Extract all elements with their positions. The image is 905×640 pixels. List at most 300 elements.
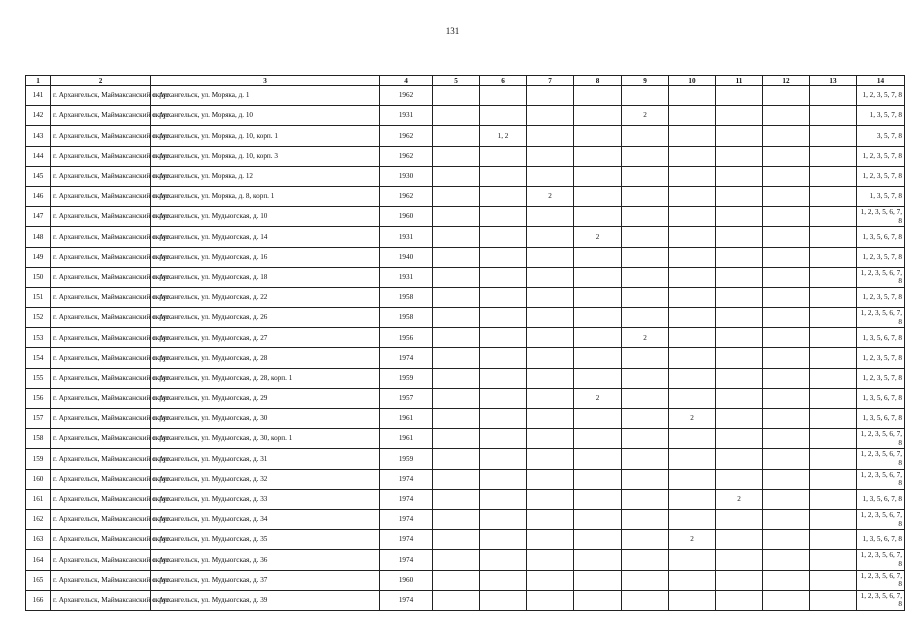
column-7-cell — [527, 287, 574, 307]
row-number: 149 — [26, 247, 51, 267]
year-cell: 1962 — [380, 146, 433, 166]
column-8-cell — [574, 489, 622, 509]
district-cell: г. Архангельск, Маймаксанский округ — [51, 409, 151, 429]
district-cell: г. Архангельск, Маймаксанский округ — [51, 509, 151, 529]
column-9-cell — [622, 186, 669, 206]
column-header-14: 14 — [857, 76, 905, 86]
column-7-cell — [527, 166, 574, 186]
year-cell: 1962 — [380, 86, 433, 106]
column-5-cell — [433, 126, 480, 146]
address-cell: г. Архангельск, ул. Мудьюгская, д. 32 — [151, 469, 380, 489]
table-row — [26, 449, 905, 469]
column-5-cell — [433, 388, 480, 408]
column-header-1: 1 — [26, 76, 51, 86]
column-6-cell — [480, 146, 527, 166]
column-10-cell — [669, 247, 716, 267]
address-cell: г. Архангельск, ул. Мудьюгская, д. 31 — [151, 449, 380, 469]
column-11-cell: 2 — [716, 489, 763, 509]
column-14-cell: 1, 3, 5, 6, 7, 8 — [857, 409, 905, 429]
row-number: 142 — [26, 106, 51, 126]
column-6-cell — [480, 590, 527, 610]
column-13-cell — [810, 570, 857, 590]
column-7-cell — [527, 86, 574, 106]
row-number: 161 — [26, 489, 51, 509]
row-number: 166 — [26, 590, 51, 610]
column-7-cell — [527, 207, 574, 227]
table-row — [26, 126, 905, 146]
column-10-cell — [669, 469, 716, 489]
column-8-cell — [574, 348, 622, 368]
column-12-cell — [763, 449, 810, 469]
table-row — [26, 409, 905, 429]
year-cell: 1961 — [380, 409, 433, 429]
address-cell: г. Архангельск, ул. Мудьюгская, д. 34 — [151, 509, 380, 529]
column-12-cell — [763, 146, 810, 166]
address-cell: г. Архангельск, ул. Мудьюгская, д. 35 — [151, 530, 380, 550]
column-8-cell — [574, 409, 622, 429]
column-9-cell — [622, 550, 669, 570]
table-row — [26, 429, 905, 449]
address-cell: г. Архангельск, ул. Мудьюгская, д. 10 — [151, 207, 380, 227]
column-10-cell — [669, 308, 716, 328]
column-6-cell — [480, 449, 527, 469]
column-8-cell — [574, 287, 622, 307]
column-5-cell — [433, 409, 480, 429]
column-12-cell — [763, 348, 810, 368]
district-cell: г. Архангельск, Маймаксанский округ — [51, 489, 151, 509]
column-11-cell — [716, 287, 763, 307]
address-cell: г. Архангельск, ул. Мудьюгская, д. 37 — [151, 570, 380, 590]
district-cell: г. Архангельск, Маймаксанский округ — [51, 126, 151, 146]
column-8-cell — [574, 469, 622, 489]
district-cell: г. Архангельск, Маймаксанский округ — [51, 469, 151, 489]
column-7-cell — [527, 328, 574, 348]
table-row — [26, 106, 905, 126]
column-5-cell — [433, 227, 480, 247]
column-header-2: 2 — [51, 76, 151, 86]
column-5-cell — [433, 86, 480, 106]
column-6-cell — [480, 509, 527, 529]
column-12-cell — [763, 530, 810, 550]
district-cell: г. Архангельск, Маймаксанский округ — [51, 570, 151, 590]
column-10-cell — [669, 126, 716, 146]
column-5-cell — [433, 550, 480, 570]
table-row — [26, 530, 905, 550]
column-10-cell — [669, 429, 716, 449]
column-13-cell — [810, 449, 857, 469]
row-number: 148 — [26, 227, 51, 247]
table-row — [26, 186, 905, 206]
row-number: 141 — [26, 86, 51, 106]
address-cell: г. Архангельск, ул. Мудьюгская, д. 27 — [151, 328, 380, 348]
column-10-cell — [669, 489, 716, 509]
page-number: 131 — [445, 26, 460, 36]
column-9-cell — [622, 227, 669, 247]
column-5-cell — [433, 590, 480, 610]
column-8-cell — [574, 570, 622, 590]
row-number: 150 — [26, 267, 51, 287]
column-14-cell: 1, 2, 3, 5, 6, 7, 8 — [857, 550, 905, 570]
column-13-cell — [810, 227, 857, 247]
table-row — [26, 328, 905, 348]
column-14-cell: 1, 2, 3, 5, 6, 7, 8 — [857, 469, 905, 489]
column-5-cell — [433, 429, 480, 449]
row-number: 160 — [26, 469, 51, 489]
column-11-cell — [716, 429, 763, 449]
column-9-cell — [622, 267, 669, 287]
column-10-cell: 2 — [669, 530, 716, 550]
year-cell: 1959 — [380, 449, 433, 469]
column-9-cell — [622, 469, 669, 489]
column-13-cell — [810, 247, 857, 267]
district-cell: г. Архангельск, Маймаксанский округ — [51, 449, 151, 469]
column-7-cell — [527, 509, 574, 529]
column-10-cell — [669, 348, 716, 368]
column-5-cell — [433, 308, 480, 328]
table-row — [26, 489, 905, 509]
district-cell: г. Архангельск, Маймаксанский округ — [51, 348, 151, 368]
column-5-cell — [433, 106, 480, 126]
column-10-cell — [669, 449, 716, 469]
column-6-cell — [480, 106, 527, 126]
district-cell: г. Архангельск, Маймаксанский округ — [51, 247, 151, 267]
column-14-cell: 1, 2, 3, 5, 6, 7, 8 — [857, 449, 905, 469]
address-cell: г. Архангельск, ул. Моряка, д. 10, корп. 1 — [151, 126, 380, 146]
column-14-cell: 1, 2, 3, 5, 6, 7, 8 — [857, 207, 905, 227]
column-5-cell — [433, 570, 480, 590]
column-13-cell — [810, 106, 857, 126]
column-9-cell: 2 — [622, 328, 669, 348]
table-row — [26, 267, 905, 287]
row-number: 159 — [26, 449, 51, 469]
column-13-cell — [810, 348, 857, 368]
column-11-cell — [716, 530, 763, 550]
column-10-cell — [669, 287, 716, 307]
column-8-cell — [574, 429, 622, 449]
column-5-cell — [433, 287, 480, 307]
column-10-cell — [669, 86, 716, 106]
row-number: 156 — [26, 388, 51, 408]
column-8-cell — [574, 126, 622, 146]
column-12-cell — [763, 247, 810, 267]
year-cell: 1974 — [380, 469, 433, 489]
year-cell: 1960 — [380, 207, 433, 227]
column-13-cell — [810, 207, 857, 227]
column-14-cell: 1, 3, 5, 7, 8 — [857, 186, 905, 206]
column-6-cell — [480, 368, 527, 388]
column-10-cell — [669, 550, 716, 570]
column-11-cell — [716, 267, 763, 287]
column-12-cell — [763, 186, 810, 206]
column-13-cell — [810, 287, 857, 307]
district-cell: г. Архангельск, Маймаксанский округ — [51, 207, 151, 227]
table-row — [26, 509, 905, 529]
column-6-cell — [480, 348, 527, 368]
column-8-cell — [574, 267, 622, 287]
column-13-cell — [810, 186, 857, 206]
year-cell: 1962 — [380, 126, 433, 146]
column-6-cell — [480, 166, 527, 186]
column-14-cell: 1, 3, 5, 6, 7, 8 — [857, 328, 905, 348]
column-12-cell — [763, 287, 810, 307]
address-cell: г. Архангельск, ул. Мудьюгская, д. 29 — [151, 388, 380, 408]
column-12-cell — [763, 267, 810, 287]
column-8-cell — [574, 590, 622, 610]
district-cell: г. Архангельск, Маймаксанский округ — [51, 308, 151, 328]
row-number: 143 — [26, 126, 51, 146]
column-10-cell — [669, 388, 716, 408]
district-cell: г. Архангельск, Маймаксанский округ — [51, 530, 151, 550]
column-header-12: 12 — [763, 76, 810, 86]
row-number: 157 — [26, 409, 51, 429]
column-9-cell: 2 — [622, 106, 669, 126]
row-number: 158 — [26, 429, 51, 449]
column-12-cell — [763, 388, 810, 408]
column-11-cell — [716, 86, 763, 106]
column-9-cell — [622, 86, 669, 106]
column-9-cell — [622, 146, 669, 166]
column-13-cell — [810, 126, 857, 146]
column-12-cell — [763, 207, 810, 227]
column-header-3: 3 — [151, 76, 380, 86]
column-6-cell — [480, 328, 527, 348]
column-6-cell — [480, 86, 527, 106]
column-11-cell — [716, 509, 763, 529]
column-12-cell — [763, 308, 810, 328]
table-row — [26, 368, 905, 388]
address-cell: г. Архангельск, ул. Мудьюгская, д. 33 — [151, 489, 380, 509]
column-14-cell: 1, 2, 3, 5, 6, 7, 8 — [857, 570, 905, 590]
address-cell: г. Архангельск, ул. Моряка, д. 10, корп. 3 — [151, 146, 380, 166]
column-12-cell — [763, 590, 810, 610]
column-11-cell — [716, 186, 763, 206]
column-7-cell — [527, 146, 574, 166]
column-9-cell — [622, 489, 669, 509]
row-number: 152 — [26, 308, 51, 328]
row-number: 144 — [26, 146, 51, 166]
column-13-cell — [810, 86, 857, 106]
column-5-cell — [433, 267, 480, 287]
housing-register-table — [25, 75, 905, 611]
column-6-cell — [480, 186, 527, 206]
column-header-7: 7 — [527, 76, 574, 86]
column-9-cell — [622, 449, 669, 469]
column-5-cell — [433, 247, 480, 267]
row-number: 162 — [26, 509, 51, 529]
column-10-cell — [669, 368, 716, 388]
column-header-8: 8 — [574, 76, 622, 86]
column-6-cell — [480, 267, 527, 287]
column-6-cell — [480, 287, 527, 307]
column-8-cell — [574, 207, 622, 227]
row-number: 163 — [26, 530, 51, 550]
year-cell: 1974 — [380, 530, 433, 550]
year-cell: 1974 — [380, 348, 433, 368]
column-14-cell: 1, 2, 3, 5, 6, 7, 8 — [857, 509, 905, 529]
column-8-cell — [574, 368, 622, 388]
column-13-cell — [810, 429, 857, 449]
column-8-cell — [574, 530, 622, 550]
column-10-cell — [669, 106, 716, 126]
column-12-cell — [763, 328, 810, 348]
column-14-cell: 1, 3, 5, 6, 7, 8 — [857, 489, 905, 509]
column-14-cell: 1, 2, 3, 5, 7, 8 — [857, 348, 905, 368]
column-9-cell — [622, 590, 669, 610]
column-header-13: 13 — [810, 76, 857, 86]
year-cell: 1974 — [380, 489, 433, 509]
column-5-cell — [433, 166, 480, 186]
column-6-cell — [480, 388, 527, 408]
column-12-cell — [763, 409, 810, 429]
column-11-cell — [716, 328, 763, 348]
row-number: 155 — [26, 368, 51, 388]
year-cell: 1958 — [380, 308, 433, 328]
column-11-cell — [716, 348, 763, 368]
table-row — [26, 86, 905, 106]
address-cell: г. Архангельск, ул. Мудьюгская, д. 16 — [151, 247, 380, 267]
column-10-cell — [669, 166, 716, 186]
column-12-cell — [763, 368, 810, 388]
column-10-cell — [669, 146, 716, 166]
column-14-cell: 3, 5, 7, 8 — [857, 126, 905, 146]
address-cell: г. Архангельск, ул. Мудьюгская, д. 30 — [151, 409, 380, 429]
column-13-cell — [810, 166, 857, 186]
column-14-cell: 1, 2, 3, 5, 7, 8 — [857, 247, 905, 267]
column-8-cell — [574, 86, 622, 106]
column-header-5: 5 — [433, 76, 480, 86]
column-7-cell — [527, 429, 574, 449]
column-5-cell — [433, 368, 480, 388]
table-row — [26, 570, 905, 590]
year-cell: 1931 — [380, 267, 433, 287]
column-11-cell — [716, 388, 763, 408]
column-header-10: 10 — [669, 76, 716, 86]
address-cell: г. Архангельск, ул. Мудьюгская, д. 39 — [151, 590, 380, 610]
column-10-cell — [669, 186, 716, 206]
column-11-cell — [716, 550, 763, 570]
column-9-cell — [622, 368, 669, 388]
column-10-cell — [669, 590, 716, 610]
column-7-cell — [527, 388, 574, 408]
column-13-cell — [810, 409, 857, 429]
column-8-cell — [574, 328, 622, 348]
column-14-cell: 1, 2, 3, 5, 7, 8 — [857, 166, 905, 186]
year-cell: 1959 — [380, 368, 433, 388]
address-cell: г. Архангельск, ул. Мудьюгская, д. 30, корп. 1 — [151, 429, 380, 449]
column-14-cell: 1, 2, 3, 5, 6, 7, 8 — [857, 429, 905, 449]
column-13-cell — [810, 469, 857, 489]
column-9-cell — [622, 247, 669, 267]
table-row — [26, 247, 905, 267]
column-11-cell — [716, 166, 763, 186]
column-7-cell — [527, 126, 574, 146]
column-13-cell — [810, 267, 857, 287]
column-14-cell: 1, 2, 3, 5, 7, 8 — [857, 146, 905, 166]
table-row — [26, 590, 905, 610]
column-8-cell: 2 — [574, 227, 622, 247]
column-11-cell — [716, 126, 763, 146]
address-cell: г. Архангельск, ул. Мудьюгская, д. 18 — [151, 267, 380, 287]
column-13-cell — [810, 530, 857, 550]
column-7-cell — [527, 530, 574, 550]
year-cell: 1931 — [380, 106, 433, 126]
column-5-cell — [433, 489, 480, 509]
address-cell: г. Архангельск, ул. Мудьюгская, д. 36 — [151, 550, 380, 570]
column-11-cell — [716, 570, 763, 590]
column-7-cell — [527, 489, 574, 509]
column-6-cell — [480, 570, 527, 590]
district-cell: г. Архангельск, Маймаксанский округ — [51, 227, 151, 247]
table-body — [26, 86, 905, 611]
address-cell: г. Архангельск, ул. Мудьюгская, д. 28, корп. 1 — [151, 368, 380, 388]
column-9-cell — [622, 388, 669, 408]
column-10-cell — [669, 570, 716, 590]
column-6-cell — [480, 469, 527, 489]
column-10-cell — [669, 227, 716, 247]
column-9-cell — [622, 409, 669, 429]
table-row — [26, 308, 905, 328]
column-7-cell — [527, 368, 574, 388]
column-9-cell — [622, 530, 669, 550]
column-8-cell — [574, 247, 622, 267]
year-cell: 1957 — [380, 388, 433, 408]
column-11-cell — [716, 308, 763, 328]
column-9-cell — [622, 570, 669, 590]
column-12-cell — [763, 469, 810, 489]
column-8-cell — [574, 186, 622, 206]
column-13-cell — [810, 308, 857, 328]
column-11-cell — [716, 146, 763, 166]
column-10-cell — [669, 267, 716, 287]
year-cell: 1940 — [380, 247, 433, 267]
column-5-cell — [433, 469, 480, 489]
address-cell: г. Архангельск, ул. Моряка, д. 1 — [151, 86, 380, 106]
column-5-cell — [433, 449, 480, 469]
district-cell: г. Архангельск, Маймаксанский округ — [51, 590, 151, 610]
table-row — [26, 388, 905, 408]
column-9-cell — [622, 509, 669, 529]
column-8-cell: 2 — [574, 388, 622, 408]
row-number: 145 — [26, 166, 51, 186]
column-14-cell: 1, 2, 3, 5, 7, 8 — [857, 287, 905, 307]
row-number: 153 — [26, 328, 51, 348]
column-12-cell — [763, 227, 810, 247]
row-number: 146 — [26, 186, 51, 206]
column-12-cell — [763, 429, 810, 449]
column-13-cell — [810, 328, 857, 348]
year-cell: 1960 — [380, 570, 433, 590]
table-row — [26, 146, 905, 166]
column-header-4: 4 — [380, 76, 433, 86]
address-cell: г. Архангельск, ул. Моряка, д. 10 — [151, 106, 380, 126]
column-6-cell — [480, 207, 527, 227]
column-11-cell — [716, 106, 763, 126]
address-cell: г. Архангельск, ул. Мудьюгская, д. 26 — [151, 308, 380, 328]
column-14-cell: 1, 2, 3, 5, 6, 7, 8 — [857, 590, 905, 610]
column-7-cell — [527, 348, 574, 368]
column-10-cell — [669, 207, 716, 227]
address-cell: г. Архангельск, ул. Моряка, д. 12 — [151, 166, 380, 186]
column-5-cell — [433, 348, 480, 368]
table-row — [26, 207, 905, 227]
column-6-cell — [480, 308, 527, 328]
column-7-cell — [527, 570, 574, 590]
column-5-cell — [433, 328, 480, 348]
column-13-cell — [810, 489, 857, 509]
table-row — [26, 348, 905, 368]
column-14-cell: 1, 2, 3, 5, 7, 8 — [857, 86, 905, 106]
column-6-cell — [480, 227, 527, 247]
